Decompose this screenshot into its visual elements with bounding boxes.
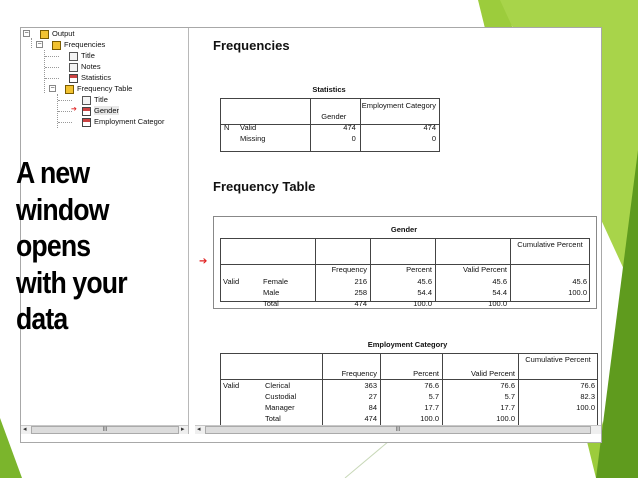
employment-header-percent: Percent: [413, 369, 439, 378]
page-icon: [82, 96, 91, 105]
tree-item-label: Title: [94, 95, 108, 104]
tree-item-label: Output: [52, 29, 75, 38]
freq-cell: 84: [368, 403, 377, 412]
scroll-left-icon[interactable]: ◂: [197, 426, 201, 433]
table-row: [220, 391, 598, 402]
freq-cell: 474: [364, 414, 377, 423]
freq-cell: 27: [368, 392, 377, 401]
expand-frequencies-toggle[interactable]: −: [37, 41, 42, 48]
red-arrow-icon: ➔: [71, 106, 77, 113]
gender-header-valid-percent: Valid Percent: [462, 265, 507, 274]
caption-line: with your: [16, 264, 127, 300]
employment-table-title: Employment Category: [367, 340, 448, 349]
pct-cell: 45.6: [417, 277, 432, 286]
book-icon: [65, 85, 74, 94]
cum-cell: 100.0: [568, 288, 587, 297]
scroll-thumb[interactable]: [31, 426, 179, 434]
valid-cell: 100.0: [488, 299, 507, 308]
gender-table-title: Gender: [390, 225, 418, 234]
gender-table-body: [220, 276, 590, 309]
row-label: Total: [265, 414, 281, 423]
page-title: Frequencies: [213, 38, 290, 53]
table-icon: [82, 118, 91, 127]
row-n-label: N: [224, 123, 230, 132]
notes-icon: [69, 63, 78, 72]
statistics-table-title: Statistics: [312, 85, 346, 94]
tree-item-output[interactable]: [40, 28, 75, 39]
col-employment-category: Employment Category: [361, 100, 436, 110]
freq-cell: 363: [364, 381, 377, 390]
table-row: [220, 287, 590, 298]
gender-header-cumulative: Cumulative Percent: [517, 240, 583, 249]
output-horizontal-scrollbar[interactable]: [195, 425, 601, 434]
slide-caption: [16, 155, 176, 338]
outline-horizontal-scrollbar[interactable]: [21, 425, 188, 434]
tree-item-employment-category[interactable]: [82, 116, 164, 127]
employment-header-frequency: Frequency: [341, 369, 377, 378]
statistics-table: [221, 99, 439, 144]
cum-cell: 45.6: [572, 277, 587, 286]
valid-cell: 100.0: [496, 414, 515, 423]
row-label: Male: [263, 288, 280, 297]
table-row: [220, 380, 598, 391]
tree-item-label: Title: [81, 51, 95, 60]
valid-cell: 5.7: [504, 392, 515, 401]
book-icon: [52, 41, 61, 50]
tree-item-gender[interactable]: [82, 105, 119, 116]
tree-item-label: Frequency Table: [77, 84, 133, 93]
valid-label: Valid: [223, 277, 240, 286]
frequency-table-heading: Frequency Table: [213, 179, 316, 194]
valid-employment-value: 474: [423, 123, 436, 132]
employment-header-valid-percent: Valid Percent: [470, 369, 515, 378]
cum-cell: [518, 413, 598, 424]
tree-item-label: Gender: [94, 106, 120, 115]
tree-item-statistics[interactable]: [69, 72, 111, 83]
scroll-thumb-grip: III: [395, 427, 401, 433]
employment-table-header: [220, 368, 598, 379]
tree-item-title-2[interactable]: [82, 94, 108, 105]
row-missing-label: Missing: [240, 134, 266, 143]
valid-label: Valid: [223, 381, 240, 390]
employment-table-body: [220, 380, 598, 424]
missing-gender-value: 0: [351, 134, 356, 143]
table-row: [220, 402, 598, 413]
scroll-thumb[interactable]: [205, 426, 591, 434]
row-label: Total: [263, 299, 279, 308]
tree-item-label: Notes: [81, 62, 101, 71]
valid-cell: 17.7: [500, 403, 515, 412]
caption-line: opens: [16, 228, 91, 263]
expand-frequency-table-toggle[interactable]: −: [50, 85, 55, 92]
cum-cell: [510, 298, 590, 309]
cum-cell: 76.6: [580, 381, 595, 390]
scroll-right-icon[interactable]: ▸: [181, 426, 185, 433]
freq-cell: 216: [354, 277, 367, 286]
row-label: Manager: [265, 403, 295, 412]
valid-cell: 45.6: [492, 277, 507, 286]
book-icon: [40, 30, 49, 39]
output-pane: [195, 28, 601, 434]
table-icon: [82, 107, 91, 116]
pct-cell: 76.6: [424, 381, 439, 390]
expand-output-toggle[interactable]: −: [24, 30, 29, 37]
tree-item-title[interactable]: [69, 50, 95, 61]
row-label: Clerical: [265, 381, 291, 390]
pct-cell: 5.7: [428, 392, 439, 401]
valid-cell: 76.6: [500, 381, 515, 390]
tree-item-frequencies[interactable]: [52, 39, 105, 50]
tree-item-label: Frequencies: [64, 40, 106, 49]
missing-employment-value: 0: [431, 134, 436, 143]
red-arrow-icon: ➔: [199, 256, 208, 267]
gender-header-frequency: Frequency: [331, 265, 367, 274]
scroll-thumb-grip: III: [102, 427, 108, 433]
gender-table: [220, 264, 590, 275]
scroll-left-icon[interactable]: ◂: [23, 426, 27, 433]
table-icon: [69, 74, 78, 83]
freq-cell: 474: [354, 299, 367, 308]
valid-gender-value: 474: [343, 123, 356, 132]
cum-cell: 100.0: [576, 403, 595, 412]
caption-line: window: [16, 191, 109, 227]
page-icon: [69, 52, 78, 61]
row-label: Custodial: [265, 392, 297, 401]
table-row: [220, 276, 590, 287]
row-valid-label: Valid: [240, 123, 257, 132]
table-row: [220, 298, 590, 309]
employment-header-cumulative: Cumulative Percent: [525, 355, 591, 364]
tree-item-frequency-table[interactable]: [65, 83, 132, 94]
col-gender: Gender: [321, 112, 347, 121]
pct-cell: 100.0: [413, 299, 432, 308]
pct-cell: 17.7: [424, 403, 439, 412]
tree-item-label: Statistics: [81, 73, 112, 82]
valid-cell: 54.4: [492, 288, 507, 297]
caption-line: A new: [16, 155, 90, 190]
tree-item-label: Employment Categor: [94, 117, 165, 126]
row-label: Female: [263, 277, 289, 286]
tree-item-notes[interactable]: [69, 61, 101, 72]
freq-cell: 258: [354, 288, 367, 297]
caption-line: data: [16, 301, 68, 336]
cum-cell: 82.3: [580, 392, 595, 401]
gender-header-percent: Percent: [406, 265, 432, 274]
green-triangle-bottom-left: [0, 418, 22, 478]
pct-cell: 54.4: [417, 288, 432, 297]
table-row: [220, 413, 598, 424]
pct-cell: 100.0: [420, 414, 439, 423]
